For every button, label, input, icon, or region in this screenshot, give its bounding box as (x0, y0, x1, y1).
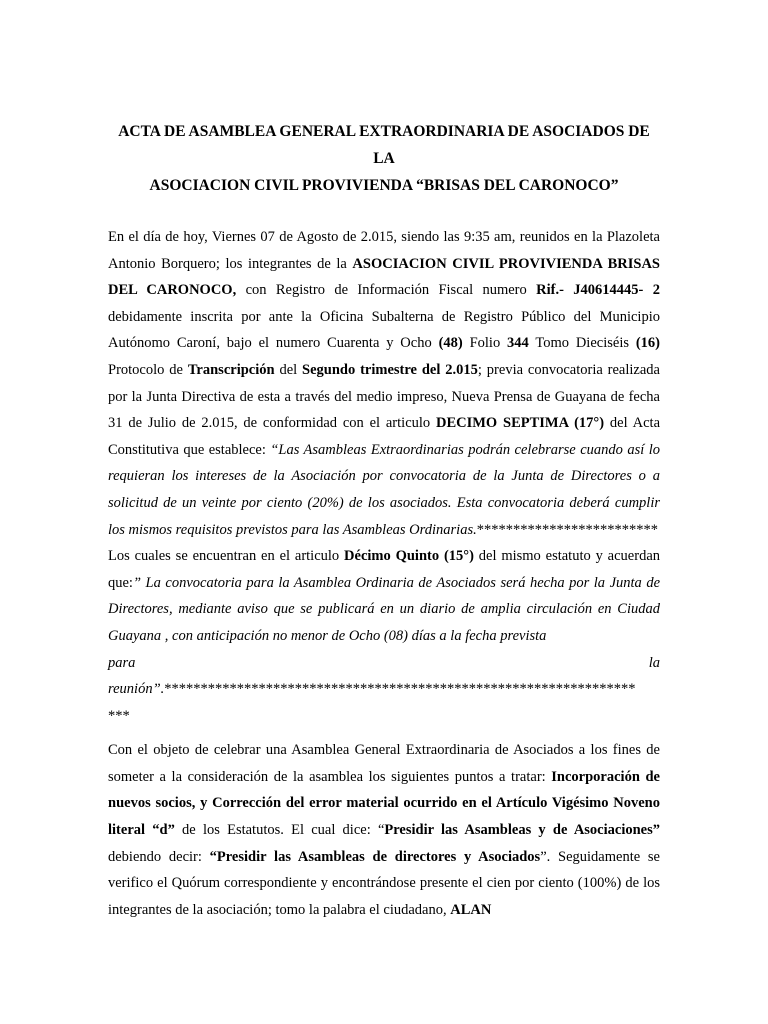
document-title (108, 118, 660, 199)
text-run: debidamente inscrita por ante la Oficina Subalterna de Registro Público del Municipio Autónomo Caroní, bajo el numero Cuarenta y Ocho (108, 308, 660, 352)
title-line-2: ASOCIACION CIVIL PROVIVIENDA “BRISAS DEL CARONOCO” (149, 177, 619, 194)
text-run: del Acta Constitutiva que establece: (108, 415, 661, 458)
paragraph-spacer (108, 729, 660, 737)
bold-run: 344 (507, 335, 529, 352)
italic-run: “Las Asambleas Extraordinarias podrán celebrarse cuando así lo requieran los intereses de la Asociación por convocatoria de la Junta de Directores o a solicitud de un veinte por ciento (20%) de los asociados. Esta convocatoria deberá cumplir los mismos requisitos previstos para las Asambleas Ordinarias. (108, 441, 660, 538)
paragraph-2-end-line (108, 676, 660, 703)
text-run: Folio (462, 335, 508, 352)
bold-run: Segundo trimestre del 2.015 (302, 361, 478, 378)
bold-run: Presidir las Asambleas y de Asociaciones” (384, 822, 660, 839)
paragraph-2 (108, 543, 660, 649)
text-run: Protocolo de (108, 361, 188, 378)
bold-run: Décimo Quinto (15°) (344, 548, 474, 565)
text-run: con Registro de Información Fiscal numero (236, 282, 537, 299)
text-run: del mismo estatuto y acuerdan que: (108, 548, 661, 591)
bold-run: ASOCIACION CIVIL PROVIVIENDA BRISAS DEL CARONOCO, (108, 255, 660, 299)
paragraph-2-stretched-line (108, 650, 660, 677)
text-run: Con el objeto de celebrar una Asamblea General Extraordinaria de Asociados a los fines de someter a la consideración de la asamblea los siguientes puntos a tratar: (108, 742, 660, 785)
bold-run: (16) (635, 335, 661, 352)
paragraph-1 (108, 224, 660, 543)
bold-run: “Presidir las Asambleas de directores y Asociados (209, 848, 541, 865)
text-run: ; previa convocatoria realizada por la Junta Directiva de esta a través del medio impreso, Nueva Prensa de Guayana de fecha 31 de Julio de 2.015, de conformidad con el articulo (108, 361, 660, 432)
bold-run: Rif.- J40614445- 2 (536, 282, 660, 299)
italic-run: reunión”. (108, 681, 165, 698)
italic-run: para (108, 654, 136, 671)
text-run: Los cuales se encuentran en el articulo (108, 548, 345, 565)
italic-run: la (648, 654, 660, 671)
italic-run: ” La convocatoria para la Asamblea Ordinaria de Asociados será hecha por la Junta de Directores, mediante aviso que se publicará en un diario de amplia circulación en Ciudad Guayana , con anticipación no menor de Ocho (08) días a la fecha prevista (108, 574, 660, 644)
bold-run: Incorporación de nuevos socios, y Corrección del error material ocurrido en el Artículo Vigésimo Noveno literal “d” (108, 768, 660, 839)
bold-run: (48) (438, 335, 463, 352)
paragraph-2-stars-line (108, 703, 660, 730)
text-run: ”. Seguidamente se verifico el Quórum correspondiente y encontrándose presente el cien por ciento (100%) de los integrantes de la asociación; tomo la palabra el ciudadano, (108, 848, 660, 918)
asterisk-filler: ************************* (476, 521, 658, 538)
bold-run: Transcripción (187, 361, 275, 378)
title-line-1: ACTA DE ASAMBLEA GENERAL EXTRAORDINARIA DE ASOCIADOS DE LA (118, 123, 650, 167)
paragraph-3 (108, 737, 660, 923)
asterisk-filler: ***************************************************************** (164, 681, 636, 698)
text-run: debiendo decir: (108, 848, 210, 865)
bold-run: DECIMO SEPTIMA (17°) (435, 415, 605, 432)
bold-run: ALAN (450, 901, 492, 918)
asterisk-filler: *** (108, 707, 130, 724)
text-run: Tomo Dieciséis (528, 335, 636, 352)
text-run: de los Estatutos. El cual dice: “ (174, 822, 385, 839)
text-run: del (274, 361, 303, 378)
text-run: En el día de hoy, Viernes 07 de Agosto de 2.015, siendo las 9:35 am, reunidos en la Plazoleta Antonio Borquero; los integrantes de la (108, 229, 660, 272)
